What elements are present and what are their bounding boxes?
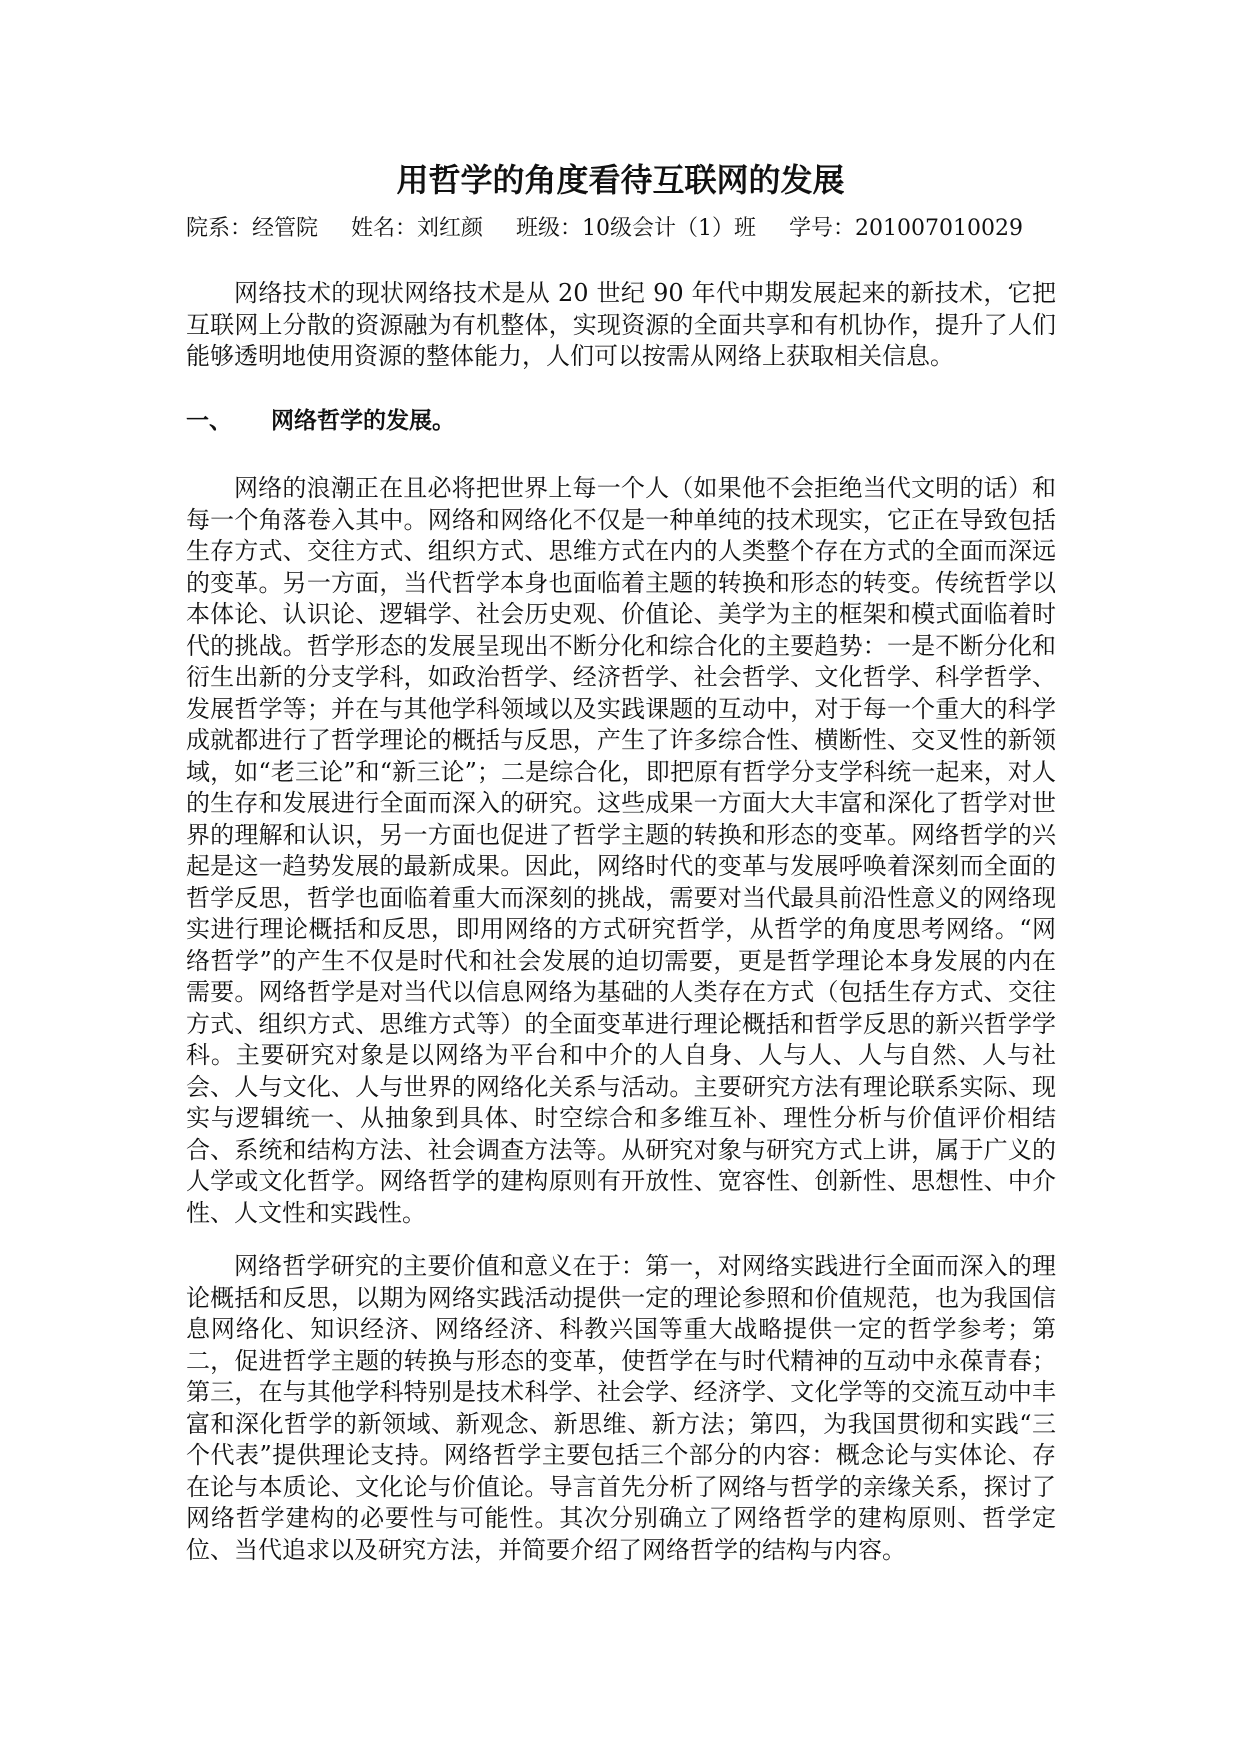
- section-number: 一、: [186, 407, 232, 434]
- section-paragraph-1: [186, 473, 1056, 1229]
- student-name-label: 姓名：刘红颜: [351, 216, 484, 241]
- section-heading-text: 网络哲学的发展。: [271, 407, 455, 434]
- class-label: 班级：10级会计（1）班: [516, 216, 757, 241]
- intro-text: 网络技术的现状网络技术是从 20 世纪 90 年代中期发展起来的新技术，它把互联网上分散的资源融为有机整体，实现资源的全面共享和有机协作，提升了人们能够透明地使用资源的整体能力，人们可以按需从网络上获取相关信息。: [186, 279, 1056, 370]
- paragraph-text: 网络的浪潮正在且必将把世界上每一个人（如果他不会拒绝当代文明的话）和每一个角落卷入其中。网络和网络化不仅是一种单纯的技术现实，它正在导致包括生存方式、交往方式、组织方式、思维方式在内的人类整个存在方式的全面而深远的变革。另一方面，当代哲学本身也面临着主题的转换和形态的转变。传统哲学以本体论、认识论、逻辑学、社会历史观、价值论、美学为主的框架和模式面临着时代的挑战。哲学形态的发展呈现出不断分化和综合化的主要趋势：一是不断分化和衍生出新的分支学科，如政治哲学、经济哲学、社会哲学、文化哲学、科学哲学、发展哲学等；并在与其他学科领域以及实践课题的互动中，对于每一个重大的科学成就都进行了哲学理论的概括与反思，产生了许多综合性、横断性、交叉性的新领域，如“老三论”和“新三论”；二是综合化，即把原有哲学分支学科统一起来，对人的生存和发展进行全面而深入的研究。这些成果一方面大大丰富和深化了哲学对世界的理解和认识，另一方面也促进了哲学主题的转换和形态的变革。网络哲学的兴起是这一趋势发展的最新成果。因此，网络时代的变革与发展呼唤着深刻而全面的哲学反思，哲学也面临着重大而深刻的挑战，需要对当代最具前沿性意义的网络现实进行理论概括和反思，即用网络的方式研究哲学，从哲学的角度思考网络。“网络哲学”的产生不仅是时代和社会发展的迫切需要，更是哲学理论本身发展的内在需要。网络哲学是对当代以信息网络为基础的人类存在方式（包括生存方式、交往方式、组织方式、思维方式等）的全面变革进行理论概括和哲学反思的新兴哲学学科。主要研究对象是以网络为平台和中介的人自身、人与人、人与自然、人与社会、人与文化、人与世界的网络化关系与活动。主要研究方法有理论联系实际、现实与逻辑统一、从抽象到具体、时空综合和多维互补、理性分析与价值评价相结合、系统和结构方法、社会调查方法等。从研究对象与研究方式上讲，属于广义的人学或文化哲学。网络哲学的建构原则有开放性、宽容性、创新性、思想性、中介性、人文性和实践性。: [186, 474, 1056, 1227]
- student-id-label: 学号：201007010029: [789, 216, 1023, 241]
- section-heading: [186, 404, 455, 438]
- intro-paragraph: [186, 278, 1056, 373]
- paragraph-text: 网络哲学研究的主要价值和意义在于：第一，对网络实践进行全面而深入的理论概括和反思，以期为网络实践活动提供一定的理论参照和价值规范，也为我国信息网络化、知识经济、网络经济、科教兴国等重大战略提供一定的哲学参考；第二，促进哲学主题的转换与形态的变革，使哲学在与时代精神的互动中永葆青春；第三，在与其他学科特别是技术科学、社会学、经济学、文化学等的交流互动中丰富和深化哲学的新领域、新观念、新思维、新方法；第四，为我国贯彻和实践“三个代表”提供理论支持。网络哲学主要包括三个部分的内容：概念论与实体论、存在论与本质论、文化论与价值论。导言首先分析了网络与哲学的亲缘关系，探讨了网络哲学建构的必要性与可能性。其次分别确立了网络哲学的建构原则、哲学定位、当代追求以及研究方法，并简要介绍了网络哲学的结构与内容。: [186, 1252, 1056, 1564]
- department-label: 院系：经管院: [186, 216, 319, 241]
- author-info-line: [186, 212, 1056, 246]
- document-title: 用哲学的角度看待互联网的发展: [396, 161, 845, 199]
- section-paragraph-2: [186, 1251, 1056, 1566]
